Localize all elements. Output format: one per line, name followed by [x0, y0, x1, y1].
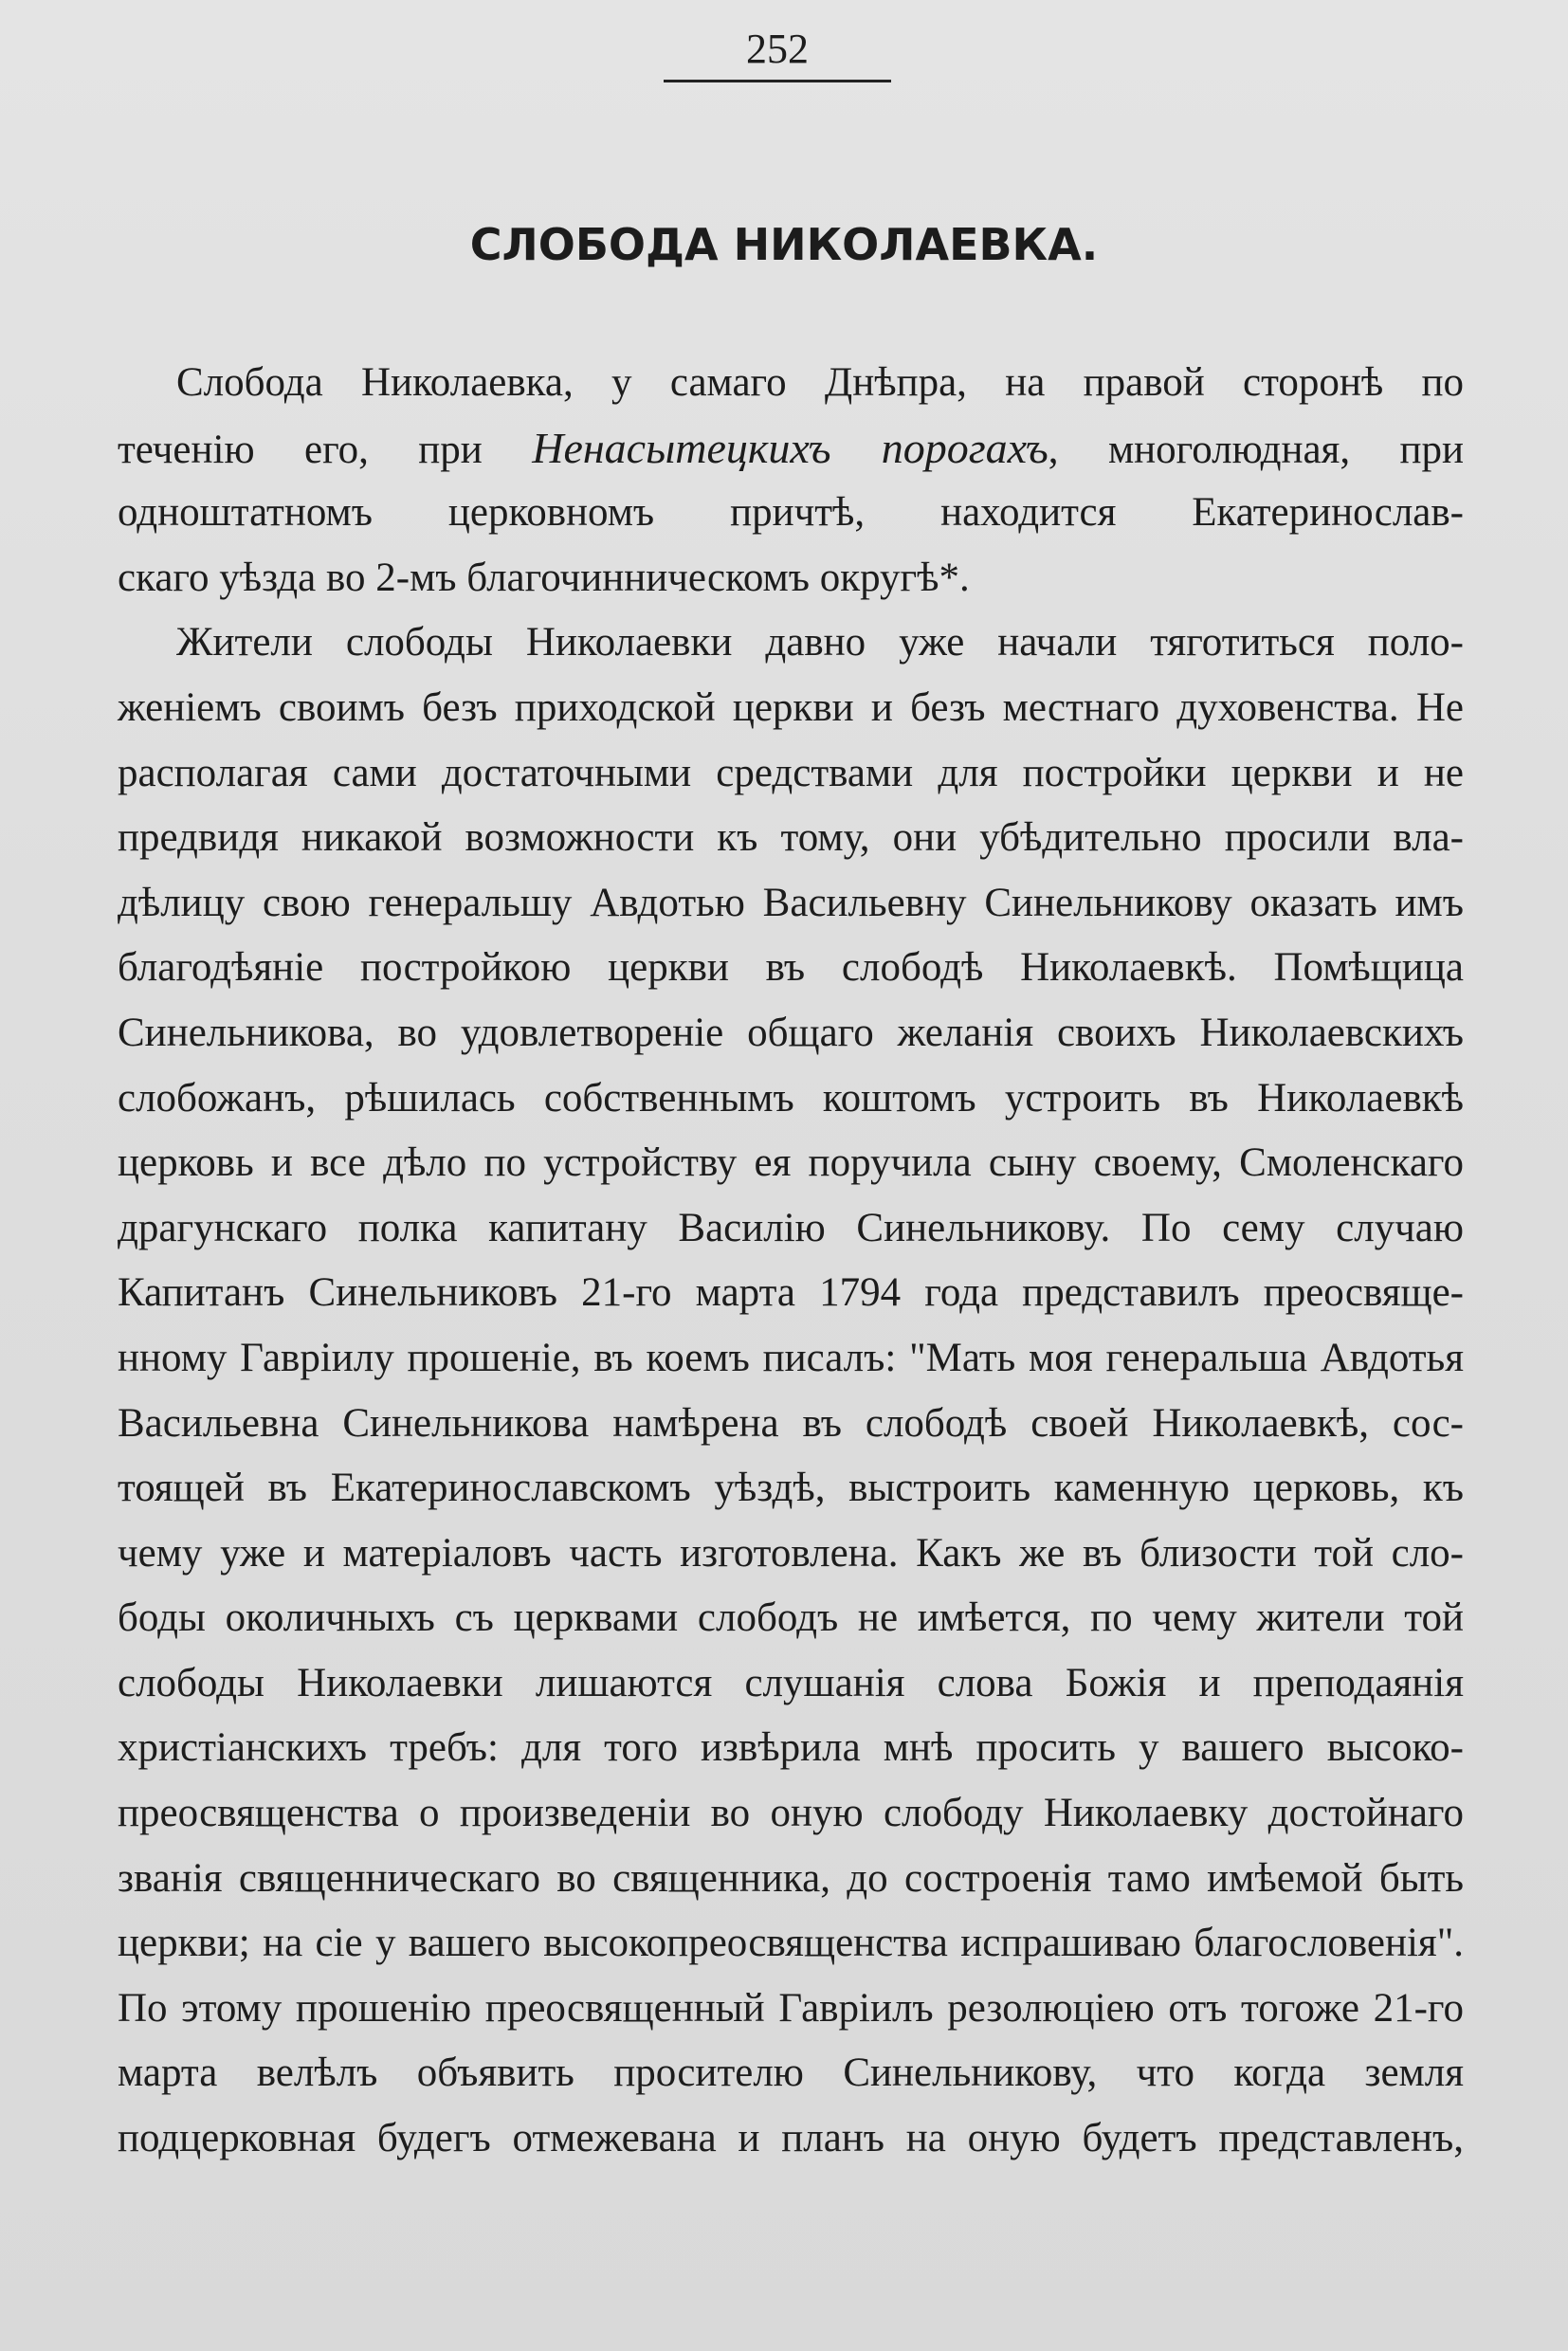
- text-line: По этому прошенію преосвященный Гавріилъ резолюціею отъ тогоже 21-го: [118, 1985, 1464, 2031]
- page-number: 252: [746, 26, 809, 72]
- text-line: слобожанъ, рѣшилась собственнымъ коштомъ устроить въ Николаевкѣ: [118, 1075, 1464, 1121]
- text-line: располагая сами достаточными средствами для постройки церкви и не: [118, 750, 1464, 795]
- text-fragment: , многолюдная, при: [1048, 427, 1464, 472]
- text-line: Капитанъ Синельниковъ 21-го марта 1794 года представилъ преосвяще-: [118, 1270, 1464, 1316]
- text-line: Васильевна Синельникова намѣрена въ слободѣ своей Николаевкѣ, сос-: [118, 1400, 1464, 1446]
- page-number-rule: [664, 80, 891, 82]
- text-line: чему уже и матеріаловъ часть изготовлена. Какъ же въ близости той сло-: [118, 1530, 1464, 1576]
- text-line: слободы Николаевки лишаются слушанія слова Божія и преподаянія: [118, 1660, 1464, 1705]
- chapter-title: СЛОБОДА НИКОЛАЕВКА.: [469, 219, 1099, 270]
- text-line: скаго уѣзда во 2-мъ благочинническомъ округѣ*.: [118, 555, 970, 600]
- text-line: преосвященства о произведеніи во оную слободу Николаевку достойнаго: [118, 1791, 1464, 1836]
- text-line: дѣлицу свою генеральшу Авдотью Васильевну Синельникову оказать имъ: [118, 880, 1464, 925]
- text-line: Жители слободы Николаевки давно уже начали тяготиться поло-: [176, 620, 1464, 665]
- text-line: Синельникова, во удовлетвореніе общаго желанія своихъ Николаевскихъ: [118, 1010, 1464, 1055]
- text-line: церкви; на сіе у вашего высокопреосвященства испрашиваю благословенія".: [118, 1921, 1464, 1966]
- text-fragment: теченію его, при: [118, 427, 533, 472]
- text-line: предвидя никакой возможности къ тому, они убѣдительно просили вла-: [118, 815, 1464, 861]
- text-line: тоящей въ Екатеринославскомъ уѣздѣ, выстроить каменную церковь, къ: [118, 1466, 1464, 1511]
- text-line: драгунскаго полка капитану Василію Синельникову. По сему случаю: [118, 1205, 1464, 1250]
- text-line: Слобода Николаевка, у самаго Днѣпра, на правой сторонѣ по: [176, 360, 1464, 405]
- text-line: церковь и все дѣло по устройству ея поручила сыну своему, Смоленскаго: [118, 1140, 1464, 1186]
- body-text: [118, 351, 1464, 2172]
- text-line: одноштатномъ церковномъ причтѣ, находится Екатеринослав-: [118, 490, 1464, 536]
- text-line: нному Гавріилу прошеніе, въ коемъ писалъ: "Мать моя генеральша Авдотья: [118, 1335, 1464, 1380]
- text-line: званія священническаго во священника, до состроенія тамо имѣемой быть: [118, 1855, 1464, 1901]
- text-line: благодѣяніе постройкою церкви въ слободѣ Николаевкѣ. Помѣщица: [118, 945, 1464, 991]
- text-line: христіанскихъ требъ: для того извѣрила мнѣ просить у вашего высоко-: [118, 1725, 1464, 1771]
- text-line: [118, 416, 1464, 482]
- text-line: боды околичныхъ съ церквами слободъ не имѣется, по чему жители той: [118, 1595, 1464, 1641]
- text-line: женіемъ своимъ безъ приходской церкви и безъ местнаго духовенства. Не: [118, 684, 1464, 730]
- text-line: подцерковная будегъ отмежевана и планъ на оную будетъ представленъ,: [118, 2116, 1464, 2161]
- text-line: марта велѣлъ объявить просителю Синельникову, что когда земля: [118, 2050, 1464, 2096]
- emphasized-place-name: Ненасытецкихъ порогахъ: [532, 423, 1048, 472]
